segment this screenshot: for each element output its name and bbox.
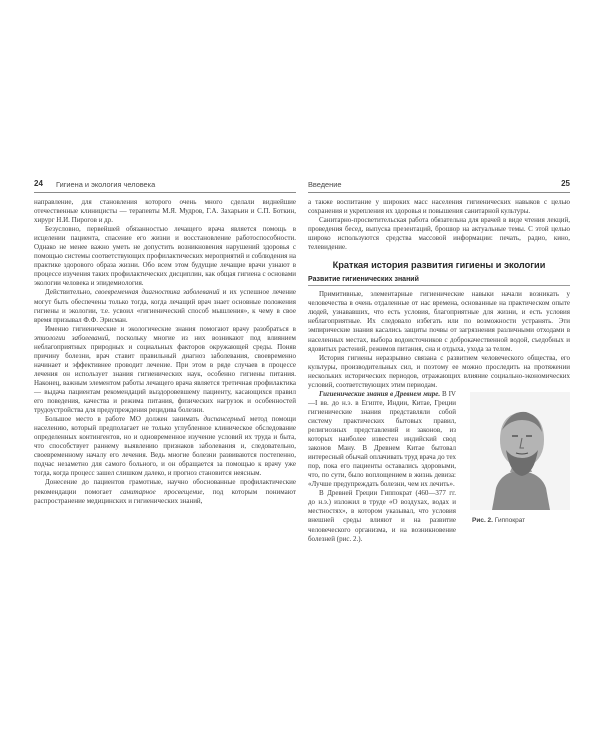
right-bottom-paragraphs <box>308 290 570 543</box>
right-page <box>308 176 570 716</box>
section-heading: Краткая история развития гигиены и экологии <box>332 260 546 271</box>
running-header-right <box>308 176 570 193</box>
paragraph-emphasis: своевременная диагностика заболеваний <box>94 288 220 297</box>
body-paragraph <box>34 415 296 478</box>
paragraph-text: Санитарно-просветительская работа обязательна для врачей в виде чтения лекций, проведения бесед, выпуска презентаций, брошюр на актуальные темы. С этой целью широко используются средства массовой информации: печать, радио, кино, телевидение. <box>308 216 570 252</box>
body-paragraph <box>308 216 570 252</box>
body-paragraph <box>308 354 570 390</box>
running-title: Введение <box>308 180 342 189</box>
paragraph-text: и их успешное лечение могут быть обеспечены только тогда, когда лечащий врач знает основные положения гигиены и экологии, т.е. усвоил «гигиенический способ мышления», к чему в свое время призывал Ф.Ф. Эрисман. <box>34 288 297 324</box>
page-number: 25 <box>561 179 570 188</box>
paragraph-text: В IV—I вв. до н.э. в Египте, Индии, Китае, Греции гигиенические знания представляли собой систему практических бытовых правил, религиозных представлений и законов, из которых наиболее известен индийский свод законов Ману. В Древнем Китае бытовал интересный обычай оплачивать труд врача до тех пор, пока его пациенты оставались здоровыми, что, по сути, было воплощением в жизнь девиза: «Лучше предупреждать болезни, чем их лечить». <box>308 389 456 489</box>
page-number: 24 <box>34 179 43 188</box>
paragraph-text: Примитивные, элементарные гигиенические навыки начали возникать у человечества в очень отдаленные от нас времена, основанные на практическом опыте людей, узнававших, что есть условия, благоприятные для жизни, и есть условия неблагоприятные. Их следовало избегать или по возможности устранять. Эти эмпирические знания касались защиты почвы от загрязнения различными отходами в населенных местах, выбора водоисточников с доброкачественной водой, съедобных и ядовитых растений, режимов питания, сна и отдыха, ухода за телом. <box>308 290 570 353</box>
figure-label: Рис. 2. <box>472 516 493 524</box>
hippocrates-bust-icon <box>470 392 570 510</box>
body-paragraph <box>308 290 570 353</box>
figure-hippocrates <box>464 392 570 524</box>
paragraph-run-in-heading: Гигиенические знания в Древнем мире. <box>319 389 441 398</box>
subsection-heading: Развитие гигиенических знаний <box>308 276 570 286</box>
paragraph-text: История гигиены неразрывно связана с развитием человеческого общества, его культуры, производительных сил, и поэтому ее можно проследить на протяжении нескольких исторических периодов, отражающих влияние социально-экономических условий, соответствующих этим периодам. <box>308 353 570 389</box>
left-page-body <box>34 198 296 506</box>
body-paragraph <box>34 325 296 415</box>
paragraph-emphasis: диспансерный <box>203 415 246 424</box>
figure-caption-text: Гиппократ <box>494 516 526 524</box>
paragraph-emphasis: санитарное просвещение <box>120 487 203 496</box>
paragraph-text: Действительно, <box>45 288 95 297</box>
body-paragraph <box>34 288 296 324</box>
paragraph-text: , поскольку многие из них возникают под влиянием неблагоприятных природных и социальных факторов окружающей среды. Поняв причину болезни, врач ставит правильный диагноз заболевания, своевременно начинает и эффективнее проводит лечение. При этом в ряде случаев в процессе лечения он использует знания гигиенических наук, особенно гигиены питания. Наконец, важным элементом работы лечащего врача является третичная профилактика — выдача пациентам рекомендаций выздоровевшему пациенту, касающихся правил его поведения, качества и режима питания, физических нагрузок и особенностей трудоустройства для предупреждения рецидива болезни. <box>34 333 296 415</box>
paragraph-text: а также воспитание у широких масс населения гигиенических навыков с целью сохранения и укрепления их здоровья и повышения санитарной культуры. <box>308 198 570 216</box>
running-header-left <box>34 176 296 193</box>
right-page-body <box>308 198 570 544</box>
paragraph-text: метод помощи населению, который предполагает не только углубленное клиническое обследование определенных контингентов, но и одновременное изучение условий их труда и быта, что способствует раннему выявлению признаков заболевания и, следовательно, своевременному началу его лечения. Ведь многие болезни развиваются постепенно, подчас незаметно для самого больного, и он обращается за помощью к врачу уже тогда, когда процесс зашел слишком далеко, и прогноз становится неясным. <box>34 415 296 478</box>
figure-caption <box>464 517 570 524</box>
paragraph-text: В Древней Греции Гиппократ (460—377 гг. до н.э.) изложил в труде «О воздухах, водах и местностях», в котором указывал, что условия внешней среды влияют и на развитие человеческого организма, и на возникновение болезней (рис. 2.). <box>308 489 456 543</box>
body-paragraph <box>34 198 296 225</box>
paragraph-text: , под которым понимают распространение медицинских и гигиенических знаний, <box>34 487 296 505</box>
body-paragraph <box>34 225 296 288</box>
right-top-paragraphs <box>308 198 570 252</box>
body-paragraph <box>308 198 570 216</box>
paragraph-text: Именно гигиенические и экологические знания помогают врачу разобраться в <box>45 324 296 333</box>
running-title: Гигиена и экология человека <box>56 180 156 189</box>
paragraph-emphasis: этиологии заболеваний <box>34 333 109 342</box>
paragraph-text: Безусловно, первейшей обязанностью лечащего врача является помощь в исцелении пациента, спасение его жизни и восстановление работоспособности. Однако не менее важно уметь не допустить возникновения нарушений здоровья с помощью системы соответствующих профилактических мероприятий и соблюдения на практике здорового образа жизни. Обо всем этом будущие лечащие врачи узнают в процессе изучения таких профилактических дисциплин, как общая гигиена с основами экологии человека и эпидемиология. <box>34 225 296 288</box>
paragraph-text: Донесение до пациентов грамотные, научно обоснованные профилактические рекомендации помогает <box>34 478 296 496</box>
body-paragraph <box>34 478 296 505</box>
paragraph-text: Большое место в работе МО должен занимать <box>45 415 204 424</box>
left-page <box>34 176 296 716</box>
paragraph-text: направление, для становления которого очень много сделали виднейшие отечественные клиницисты — терапевты М.Я. Мудров, Г.А. Захарьин и С.П. Боткин, хирург Н.И. Пирогов и др. <box>34 198 296 225</box>
